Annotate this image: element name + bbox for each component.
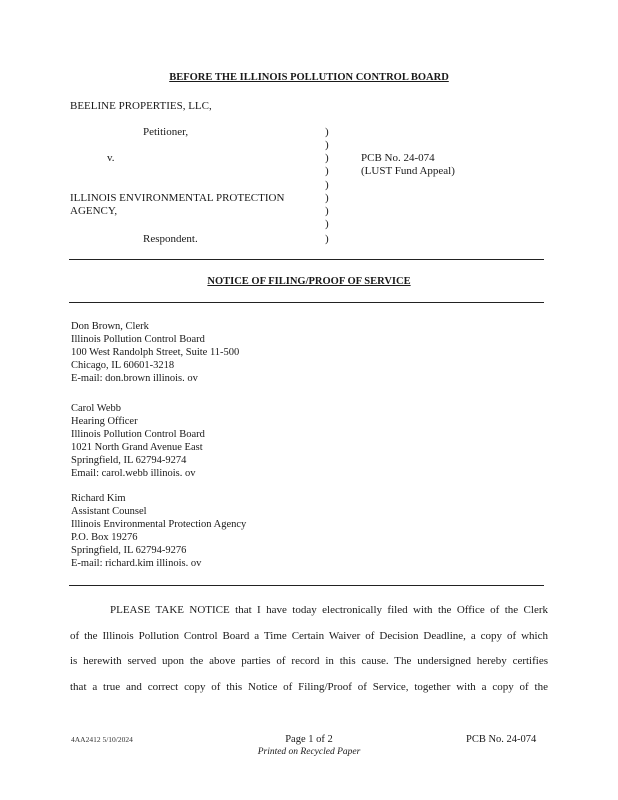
recipient-line: Illinois Pollution Control Board bbox=[71, 429, 205, 440]
notice-body bbox=[70, 598, 548, 700]
recipient-line: Springfield, IL 62794-9276 bbox=[71, 545, 187, 556]
recipient-block bbox=[71, 492, 246, 570]
caption-paren: ) bbox=[325, 233, 329, 245]
recipient-block bbox=[71, 320, 239, 385]
recipient-line: 100 West Randolph Street, Suite 11-500 bbox=[71, 347, 240, 358]
body-line: of the Illinois Pollution Control Board a Time Certain Waiver of Decision Deadline, a copy of which bbox=[70, 629, 548, 642]
respondent-name-line1: ILLINOIS ENVIRONMENTAL PROTECTION bbox=[70, 192, 285, 204]
divider bbox=[69, 259, 544, 260]
body-line: is herewith served upon the above parties of record in this cause. The undersigned hereby certifies bbox=[70, 655, 548, 667]
divider bbox=[69, 585, 544, 586]
recycled-paper-note: Printed on Recycled Paper bbox=[257, 747, 361, 757]
recipient-line: Carol Webb bbox=[71, 403, 121, 414]
recipient-line: Illinois Pollution Control Board bbox=[71, 334, 205, 345]
caption-paren: ) bbox=[325, 165, 329, 177]
recipient-line: P.O. Box 19276 bbox=[71, 532, 138, 543]
case-type: (LUST Fund Appeal) bbox=[361, 165, 455, 177]
recipient-line: Chicago, IL 60601-3218 bbox=[71, 360, 175, 371]
recipient-line: Richard Kim bbox=[71, 493, 126, 504]
recipient-line: Hearing Officer bbox=[71, 416, 138, 427]
case-number: PCB No. 24-074 bbox=[361, 152, 435, 164]
recipient-email: E-mail: don.brown illinois. ov bbox=[71, 373, 198, 384]
caption-paren: ) bbox=[325, 205, 329, 217]
recipient-line: Assistant Counsel bbox=[71, 506, 147, 517]
caption-paren: ) bbox=[325, 218, 329, 230]
recipient-line: Illinois Environmental Protection Agency bbox=[71, 519, 247, 530]
divider bbox=[69, 302, 544, 303]
respondent-name-line2: AGENCY, bbox=[70, 205, 118, 217]
caption-paren: ) bbox=[325, 152, 329, 164]
caption-paren: ) bbox=[325, 126, 329, 138]
page-number: Page 1 of 2 bbox=[285, 734, 333, 745]
recipient-line: 1021 North Grand Avenue East bbox=[71, 442, 203, 453]
caption-paren: ) bbox=[325, 192, 329, 204]
document-code: 4AA2412 5/10/2024 bbox=[71, 735, 133, 744]
petitioner-role: Petitioner, bbox=[143, 126, 189, 138]
board-heading: BEFORE THE ILLINOIS POLLUTION CONTROL BOARD bbox=[169, 72, 449, 83]
recipient-line: Springfield, IL 62794-9274 bbox=[71, 455, 187, 466]
recipient-email: E-mail: richard.kim illinois. ov bbox=[71, 558, 202, 569]
recipient-block bbox=[71, 402, 205, 480]
petitioner-name: BEELINE PROPERTIES, LLC, bbox=[70, 100, 212, 112]
recipient-line: Don Brown, Clerk bbox=[71, 321, 149, 332]
recipient-email: Email: carol.webb illinois. ov bbox=[71, 468, 196, 479]
body-line: PLEASE TAKE NOTICE that I have today electronically filed with the Office of the Clerk bbox=[110, 604, 548, 616]
caption-paren: ) bbox=[325, 139, 329, 151]
footer-case-number: PCB No. 24-074 bbox=[466, 734, 537, 745]
caption-paren: ) bbox=[325, 179, 329, 191]
respondent-role: Respondent. bbox=[143, 233, 198, 245]
versus-label: v. bbox=[107, 152, 115, 164]
notice-title: NOTICE OF FILING/PROOF OF SERVICE bbox=[207, 276, 411, 287]
body-line: that a true and correct copy of this Notice of Filing/Proof of Service, together with a copy of the bbox=[70, 680, 548, 693]
